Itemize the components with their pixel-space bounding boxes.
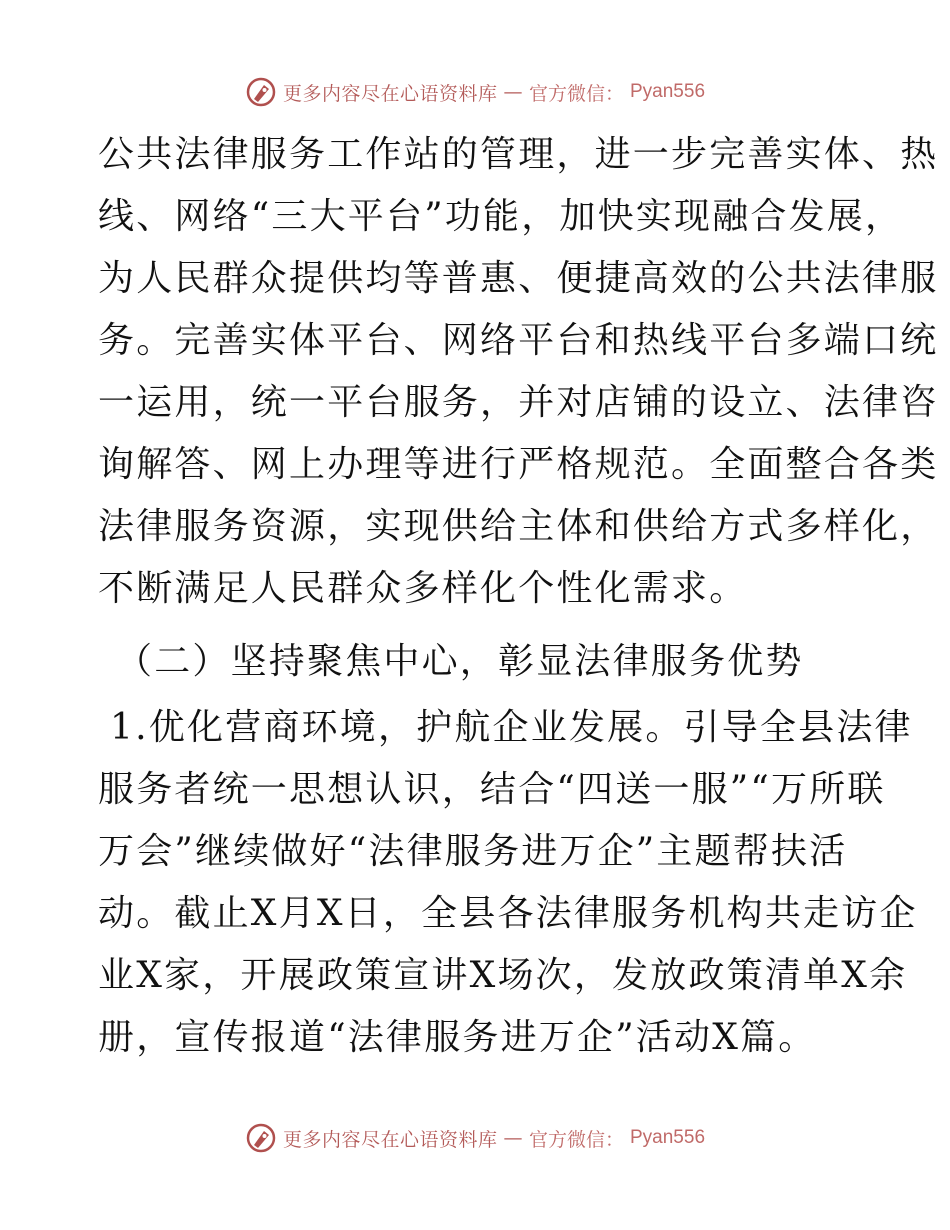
pen-nib-logo-icon: [245, 1122, 277, 1154]
paragraph-line: 公共法律服务工作站的管理，进一步完善实体、热: [98, 134, 939, 175]
item-line: 册，宣传报道“法律服务进万企”活动X篇。: [98, 1017, 817, 1058]
paragraph-line: 为人民群众提供均等普惠、便捷高效的公共法律服: [98, 258, 939, 299]
paragraph-line: 务。完善实体平台、网络平台和热线平台多端口统: [98, 320, 939, 361]
watermark-main-text: 更多内容尽在心语资料库: [282, 82, 498, 105]
item-line: 1.优化营商环境，护航企业发展。引导全县法律: [110, 707, 913, 748]
watermark-dash: —: [503, 1127, 523, 1149]
paragraph-line: 法律服务资源，实现供给主体和供给方式多样化，: [98, 506, 939, 547]
watermark-official-label: 官方微信：: [528, 82, 624, 105]
item-line: 服务者统一思想认识，结合“四送一服”“万所联: [98, 769, 886, 810]
watermark-main-text: 更多内容尽在心语资料库: [282, 1128, 498, 1151]
watermark-banner-bottom: [0, 1118, 950, 1158]
paragraph-line: 线、网络“三大平台”功能，加快实现融合发展，: [98, 196, 904, 237]
pen-nib-logo-icon: [245, 76, 277, 108]
watermark-official-label: 官方微信：: [528, 1128, 624, 1151]
item-line: 万会”继续做好“法律服务进万企”主题帮扶活: [98, 831, 848, 872]
watermark-banner-top: [0, 72, 950, 112]
paragraph-line: 不断满足人民群众多样化个性化需求。: [98, 568, 748, 609]
paragraph-line: 询解答、网上办理等进行严格规范。全面整合各类: [98, 444, 939, 485]
document-body: [98, 124, 939, 1069]
paragraph-line: 一运用，统一平台服务，并对店铺的设立、法律咨: [98, 382, 939, 423]
watermark-handle: Pyan556: [630, 81, 706, 102]
watermark-handle: Pyan556: [630, 1127, 706, 1148]
watermark-dash: —: [503, 81, 523, 103]
item-line: 业X家，开展政策宣讲X场次，发放政策清单X余: [98, 955, 908, 996]
item-line: 动。截止X月X日，全县各法律服务机构共走访企: [98, 893, 918, 934]
section-heading: （二）坚持聚焦中心，彰显法律服务优势: [116, 641, 804, 682]
